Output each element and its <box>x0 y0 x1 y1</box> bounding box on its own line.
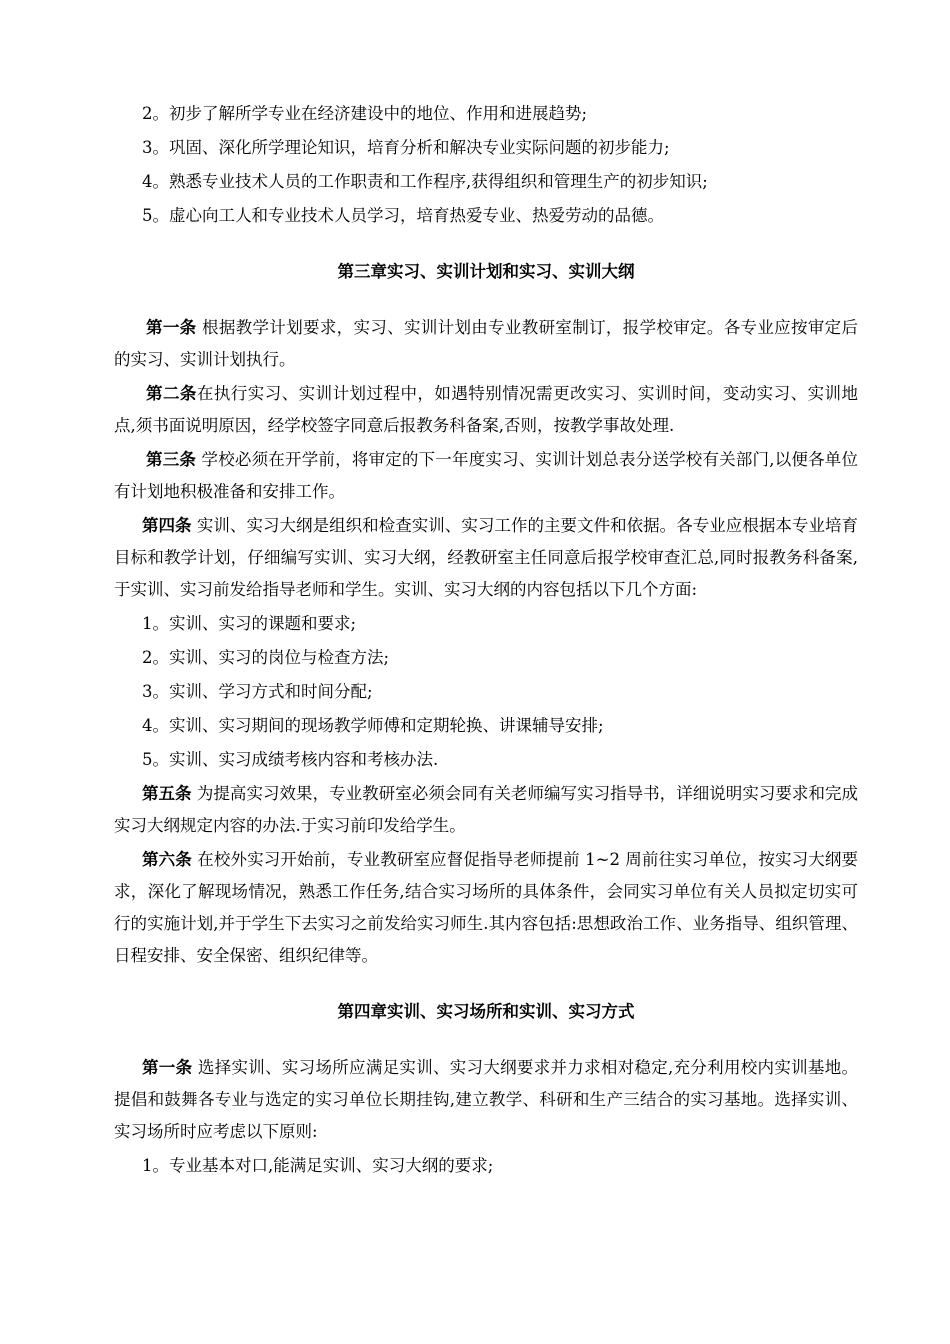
article-label: 第三条 <box>146 450 197 469</box>
article-label: 第二条 <box>146 384 197 403</box>
site-criteria-list <box>114 1150 858 1182</box>
list-item: 5。实训、实习成绩考核内容和考核办法. <box>142 750 439 769</box>
article-paragraph <box>114 1052 858 1148</box>
article-paragraph <box>114 378 858 442</box>
article-label: 第一条 <box>142 1058 193 1077</box>
article-paragraph <box>114 778 858 842</box>
syllabus-contents-list <box>114 608 858 776</box>
objectives-list <box>114 98 858 232</box>
list-item: 1。专业基本对口,能满足实训、实习大纲的要求; <box>142 1156 494 1175</box>
chapter-3-heading: 第三章实习、实训计划和实习、实训大纲 <box>337 262 635 281</box>
article-text: 实训、实习大纲是组织和检查实训、实习工作的主要文件和依据。各专业应根据本专业培育目标和教学计划，仔细编写实训、实习大纲，经教研室主任同意后报学校审查汇总,同时报教务科备案,于实训、实习前发给指导老师和学生。实训、实习大纲的内容包括以下几个方面: <box>114 516 859 599</box>
article-paragraph <box>114 844 858 972</box>
list-item: 3。实训、学习方式和时间分配; <box>142 682 373 701</box>
article-label: 第一条 <box>146 318 197 337</box>
article-text: 选择实训、实习场所应满足实训、实习大纲要求并力求相对稳定,充分利用校内实训基地。提倡和鼓舞各专业与选定的实习单位长期挂钩,建立教学、科研和生产三结合的实习基地。选择实训、实习场所时应考虑以下原则: <box>114 1058 858 1141</box>
article-label: 第五条 <box>142 784 192 803</box>
article-text: 学校必须在开学前，将审定的下一年度实习、实训计划总表分送学校有关部门,以便各单位有计划地积极准备和安排工作。 <box>114 450 858 501</box>
article-label: 第四条 <box>142 516 192 535</box>
list-item: 5。虚心向工人和专业技术人员学习，培育热爱专业、热爱劳动的品德。 <box>142 206 664 225</box>
article-paragraph <box>114 510 858 606</box>
list-item: 2。初步了解所学专业在经济建设中的地位、作用和进展趋势; <box>142 104 588 123</box>
article-text: 根据教学计划要求，实习、实训计划由专业教研室制订，报学校审定。各专业应按审定后的实习、实训计划执行。 <box>114 318 858 369</box>
list-item: 3。巩固、深化所学理论知识，培育分析和解决专业实际问题的初步能力; <box>142 138 670 157</box>
article-label: 第六条 <box>142 850 192 869</box>
article-paragraph <box>114 444 858 508</box>
article-text: 在执行实习、实训计划过程中，如遇特别情况需更改实习、实训时间，变动实习、实训地点,须书面说明原因，经学校签字同意后报教务科备案,否则，按教学事故处理. <box>114 384 859 435</box>
list-item: 4。熟悉专业技术人员的工作职责和工作程序,获得组织和管理生产的初步知识; <box>142 172 708 191</box>
list-item: 2。实训、实习的岗位与检查方法; <box>142 648 390 667</box>
list-item: 1。实训、实习的课题和要求; <box>142 614 357 633</box>
article-text: 为提高实习效果，专业教研室必须会同有关老师编写实习指导书，详细说明实习要求和完成实习大纲规定内容的办法.于实习前印发给学生。 <box>114 784 859 835</box>
chapter-4-heading: 第四章实训、实习场所和实训、实习方式 <box>337 1002 635 1021</box>
article-paragraph <box>114 312 858 376</box>
list-item: 4。实训、实习期间的现场教学师傅和定期轮换、讲课辅导安排; <box>142 716 604 735</box>
article-text: 在校外实习开始前，专业教研室应督促指导老师提前 1~2 周前往实习单位，按实习大纲要求，深化了解现场情况，熟悉工作任务,结合实习场所的具体条件，会同实习单位有关人员拟定切实可行的实施计划,并于学生下去实习之前发给实习师生.其内容包括:思想政治工作、业务指导、组织管理、日程安排、安全保密、组织纪律等。 <box>114 850 858 965</box>
